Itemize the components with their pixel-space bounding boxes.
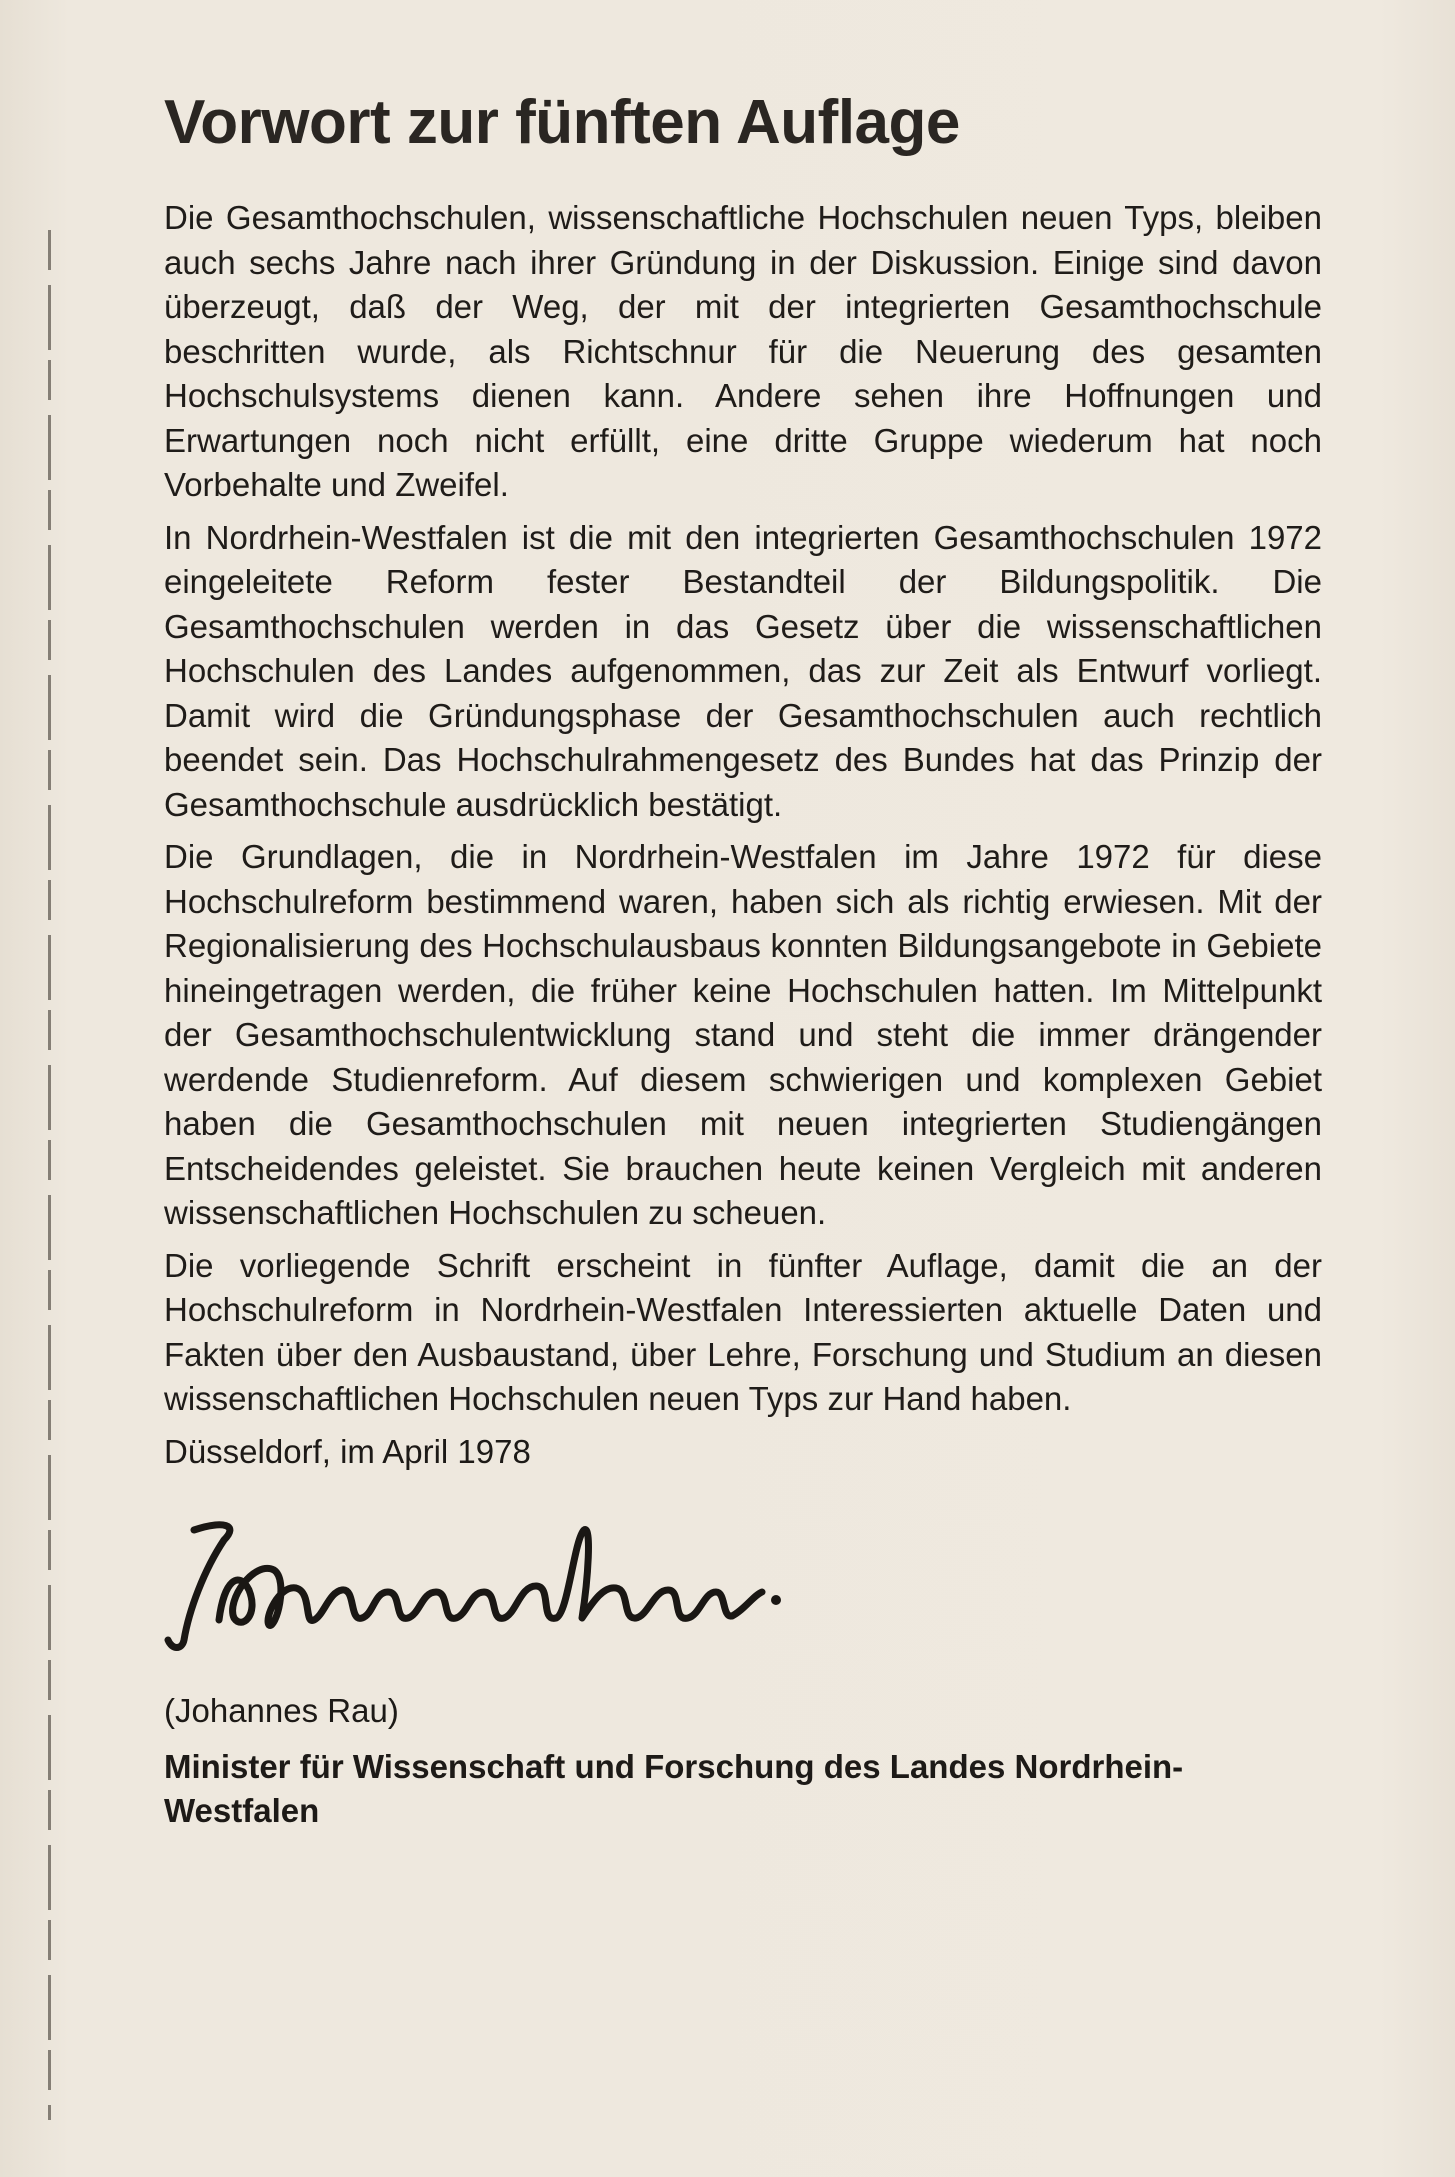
place-date: Düsseldorf, im April 1978 — [164, 1432, 531, 1470]
paragraph-2: In Nordrhein-Westfalen ist die mit den integrierten Gesamthochschulen 1972 eingeleitete Reform fester Bestandteil der Bildungspolitik. Die Gesamthochschulen werden in das Gesetz über die wissenschaftlichen Hochschulen des Landes aufgenommen, das zur Zeit als Entwurf vorliegt. Damit wird die Gründungsphase der Gesamthochschulen auch rechtlich beendet sein. Das Hochschulrahmengesetz des Bundes hat das Prinzip der Gesamthochschule ausdrücklich bestätigt. — [164, 518, 1322, 823]
handwritten-signature — [164, 1500, 804, 1670]
document-body — [164, 88, 1322, 1833]
binding-edge — [48, 230, 51, 2120]
paragraph-3: Die Grundlagen, die in Nordrhein-Westfalen im Jahre 1972 für diese Hochschulreform bestimmend waren, haben sich als richtig erwiesen. Mit der Regionalisierung des Hochschulausbaus konnten Bildungsangebote in Gebiete hineingetragen werden, die früher keine Hochschulen hatten. Im Mittelpunkt der Gesamthochschulentwicklung stand und steht die immer drängender werdende Studienreform. Auf diesem schwierigen und komplexen Gebiet haben die Gesamthochschulen mit neuen integrierten Studiengängen Entscheidendes geleistet. Sie brauchen heute keinen Vergleich mit anderen wissenschaftlichen Hochschulen zu scheuen. — [164, 838, 1322, 1231]
document-title: Vorwort zur fünften Auflage — [164, 88, 960, 157]
signer-title: Minister für Wissenschaft und Forschung des Landes Nordrhein-Westfalen — [164, 1747, 1184, 1829]
signer-name: (Johannes Rau) — [164, 1691, 399, 1729]
paragraph-4: Die vorliegende Schrift erscheint in fünfter Auflage, damit die an der Hochschulreform in Nordrhein-Westfalen Interessierten aktuelle Daten und Fakten über den Ausbaustand, über Lehre, Forschung und Studium an diesen wissenschaftlichen Hochschulen neuen Typs zur Hand haben. — [164, 1246, 1322, 1417]
paragraph-1: Die Gesamthochschulen, wissenschaftliche Hochschulen neuen Typs, bleiben auch sechs Jahre nach ihrer Gründung in der Diskussion. Einige sind davon überzeugt, daß der Weg, der mit der integrierten Gesamthochschule beschritten wurde, als Richtschnur für die Neuerung des gesamten Hochschulsystems dienen kann. Andere sehen ihre Hoffnungen und Erwartungen noch nicht erfüllt, eine dritte Gruppe wiederum hat noch Vorbehalte und Zweifel. — [164, 199, 1322, 503]
